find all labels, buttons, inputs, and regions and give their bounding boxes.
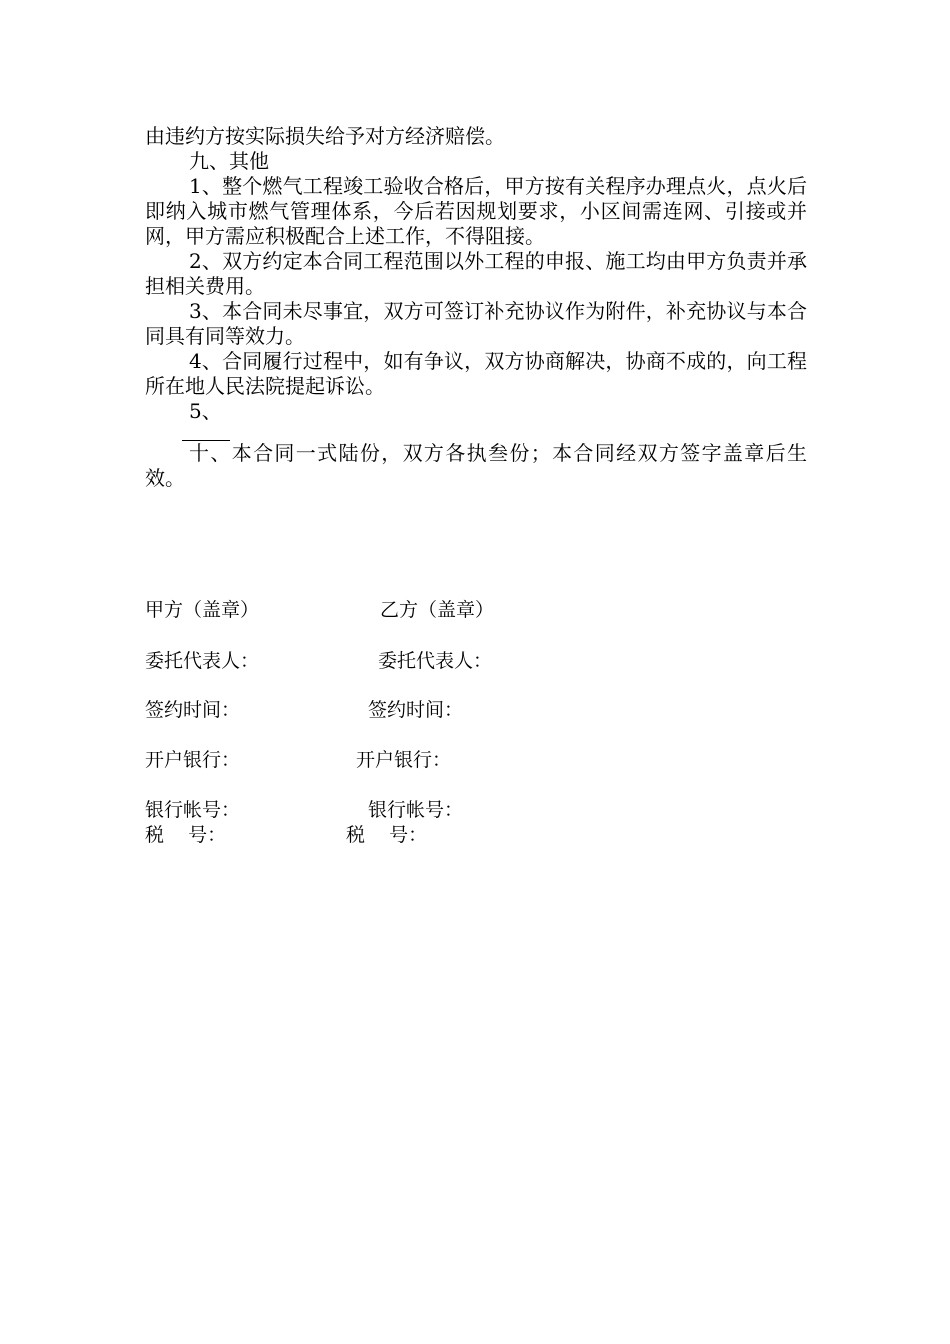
- party-a-seal-label: 甲方（盖章）: [145, 599, 260, 621]
- contract-body: [145, 124, 807, 491]
- party-b-tax-label: 税 号：: [346, 824, 428, 846]
- party-a-bank-label: 开户银行：: [145, 749, 241, 771]
- party-a-tax-label: 税 号：: [145, 824, 227, 846]
- party-a-account-label: 银行帐号：: [145, 799, 241, 821]
- clause-ten: 十、本合同一式陆份，双方各执叁份；本合同经双方签字盖章后生效。: [145, 441, 807, 490]
- party-a-rep-label: 委托代表人：: [145, 650, 260, 672]
- clause-9-4: 4、合同履行过程中，如有争议，双方协商解决，协商不成的，向工程所在地人民法院提起诉讼。: [145, 349, 807, 398]
- clause-9-1: 1、整个燃气工程竣工验收合格后，甲方按有关程序办理点火，点火后即纳入城市燃气管理体系，今后若因规划要求，小区间需连网、引接或并网，甲方需应积极配合上述工作，不得阻接。: [145, 174, 807, 248]
- clause-9-5: 5、: [189, 399, 222, 423]
- party-b-date-label: 签约时间：: [368, 699, 464, 721]
- party-b-bank-label: 开户银行：: [356, 749, 452, 771]
- party-b-account-label: 银行帐号：: [368, 799, 464, 821]
- section-nine-heading: 九、其他: [189, 149, 269, 173]
- blank-fill-line: [182, 424, 230, 441]
- party-b-seal-label: 乙方（盖章）: [380, 599, 495, 621]
- clause-9-2: 2、双方约定本合同工程范围以外工程的申报、施工均由甲方负责并承担相关费用。: [145, 249, 807, 298]
- paragraph-compensation: 由违约方按实际损失给予对方经济赔偿。: [145, 124, 505, 148]
- party-b-rep-label: 委托代表人：: [378, 650, 493, 672]
- clause-9-3: 3、本合同未尽事宜，双方可签订补充协议作为附件，补充协议与本合同具有同等效力。: [145, 299, 807, 348]
- party-a-date-label: 签约时间：: [145, 699, 241, 721]
